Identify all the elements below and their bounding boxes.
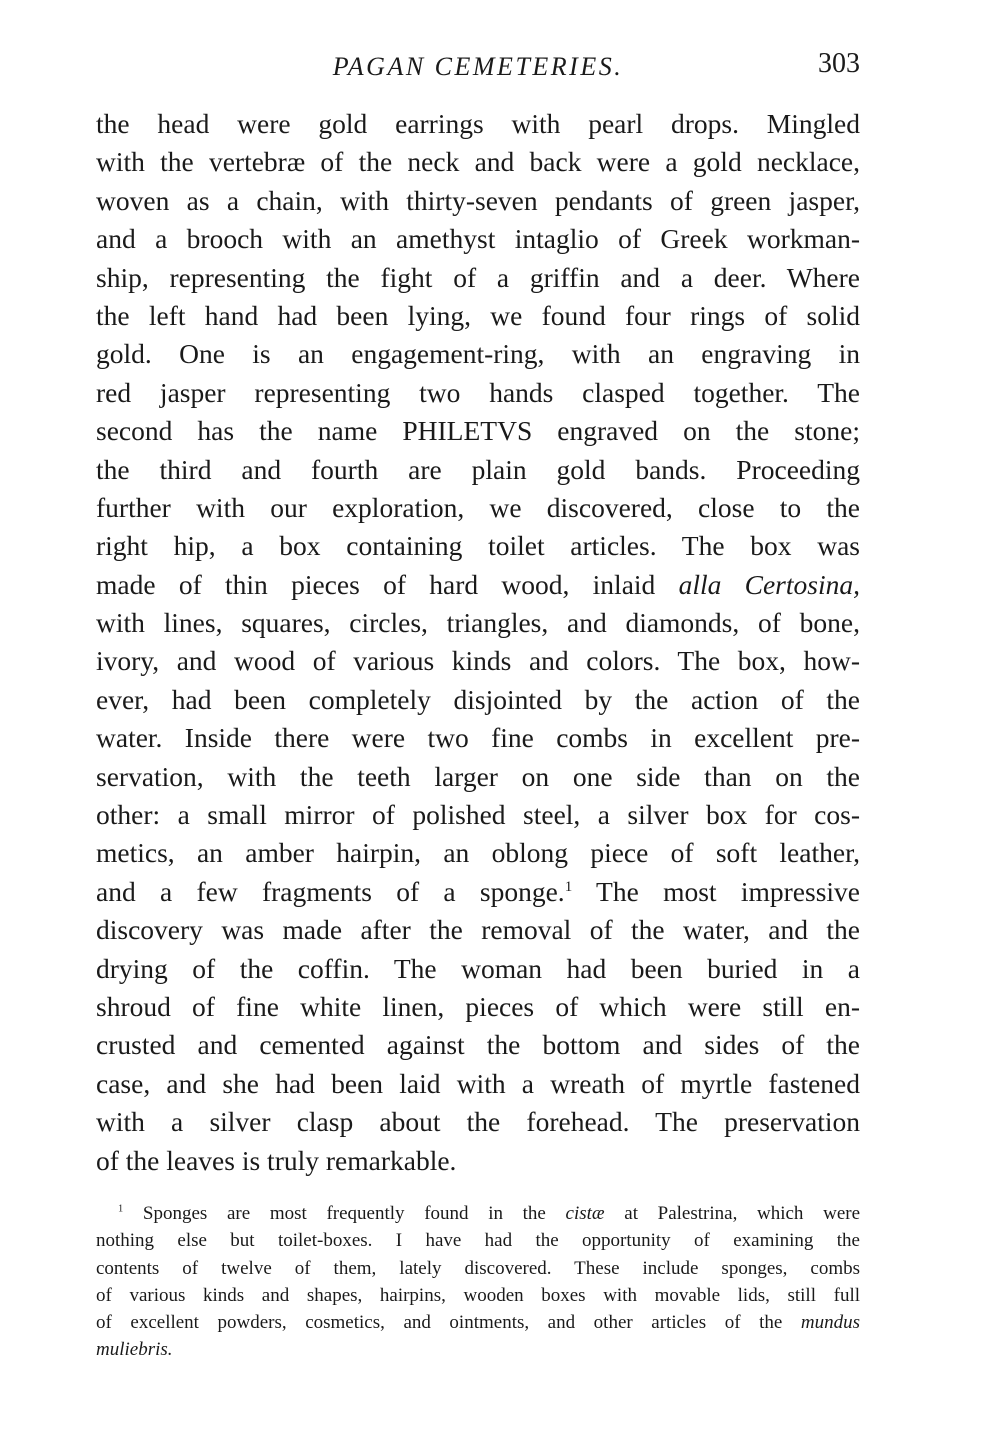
text-line: shroud of fine white linen, pieces of which were still en- — [96, 990, 860, 1022]
text-line: woven as a chain, with thirty-seven pendants of green jasper, — [96, 184, 860, 216]
text-line: servation, with the teeth larger on one side than on the — [96, 760, 860, 792]
text-line: other: a small mirror of polished steel, a silver box for cos- — [96, 799, 860, 831]
footnote-line: nothing else but toilet-boxes. I have had the opportunity of examining the — [96, 1230, 860, 1252]
text-line: the third and fourth are plain gold bands. Proceeding — [96, 453, 860, 485]
text-span: made of thin pieces of hard wood, inlaid — [96, 568, 656, 600]
footnote-line — [96, 1336, 860, 1363]
text-line: discovery was made after the removal of the water, and the — [96, 914, 860, 946]
text-line — [96, 873, 860, 911]
text-line: water. Inside there were two fine combs in excellent pre- — [96, 722, 860, 754]
running-title: PAGAN CEMETERIES. — [332, 52, 624, 81]
text-line: right hip, a box containing toilet articles. The box was — [96, 530, 860, 562]
footnote — [96, 1200, 860, 1364]
text-line: crusted and cemented against the bottom and sides of the — [96, 1029, 860, 1061]
footnote-reference: 1 — [564, 878, 573, 895]
text-span: at Palestrina, which were — [624, 1202, 861, 1224]
running-head — [96, 48, 860, 88]
text-span: of excellent powders, cosmetics, and ointments, and other articles of the — [96, 1312, 783, 1334]
page-number: 303 — [818, 48, 860, 79]
text-line: with a silver clasp about the forehead. The preservation — [96, 1106, 860, 1138]
text-line: case, and she had been laid with a wreath of myrtle fastened — [96, 1067, 860, 1099]
footnote-line: contents of twelve of them, lately discovered. These include sponges, combs — [96, 1257, 860, 1279]
text-line: of the leaves is truly remarkable. — [96, 1144, 457, 1176]
text-span: and a few fragments of a sponge. — [96, 875, 565, 907]
text-line: second has the name PHILETVS engraved on the stone; — [96, 415, 860, 447]
text-line: ever, had been completely disjointed by the action of the — [96, 683, 860, 715]
text-line: drying of the coffin. The woman had been buried in a — [96, 952, 860, 984]
italic-phrase: muliebris. — [96, 1339, 173, 1361]
text-line: ivory, and wood of various kinds and colors. The box, how- — [96, 645, 860, 677]
text-span: The most impressive — [596, 875, 860, 907]
text-line: metics, an amber hairpin, an oblong piece of soft leather, — [96, 837, 860, 869]
footnote-line: of various kinds and shapes, hairpins, wooden boxes with movable lids, still full — [96, 1284, 860, 1306]
book-page — [96, 48, 860, 1364]
text-line: further with our exploration, we discovered, close to the — [96, 491, 860, 523]
text-line — [96, 566, 860, 604]
text-line: the head were gold earrings with pearl drops. Mingled — [96, 108, 860, 139]
text-span: Sponges are most frequently found in the — [142, 1202, 546, 1224]
footnote-marker: 1 — [118, 1203, 124, 1215]
body-text — [96, 105, 860, 1180]
italic-phrase: alla Certosina, — [678, 568, 860, 600]
footnote-line — [96, 1309, 860, 1336]
text-line: red jasper representing two hands clasped together. The — [96, 376, 860, 408]
text-line: ship, representing the fight of a griffin and a deer. Where — [96, 261, 860, 293]
text-line: and a brooch with an amethyst intaglio of Greek workman- — [96, 223, 860, 255]
text-line: gold. One is an engagement-ring, with an engraving in — [96, 338, 860, 370]
text-line: with the vertebræ of the neck and back were a gold necklace, — [96, 146, 860, 178]
text-line: with lines, squares, circles, triangles, and diamonds, of bone, — [96, 607, 860, 639]
footnote-line — [96, 1200, 860, 1227]
italic-phrase: mundus — [800, 1312, 860, 1334]
text-line: the left hand had been lying, we found four rings of solid — [96, 299, 860, 331]
italic-phrase: cistæ — [565, 1202, 605, 1224]
